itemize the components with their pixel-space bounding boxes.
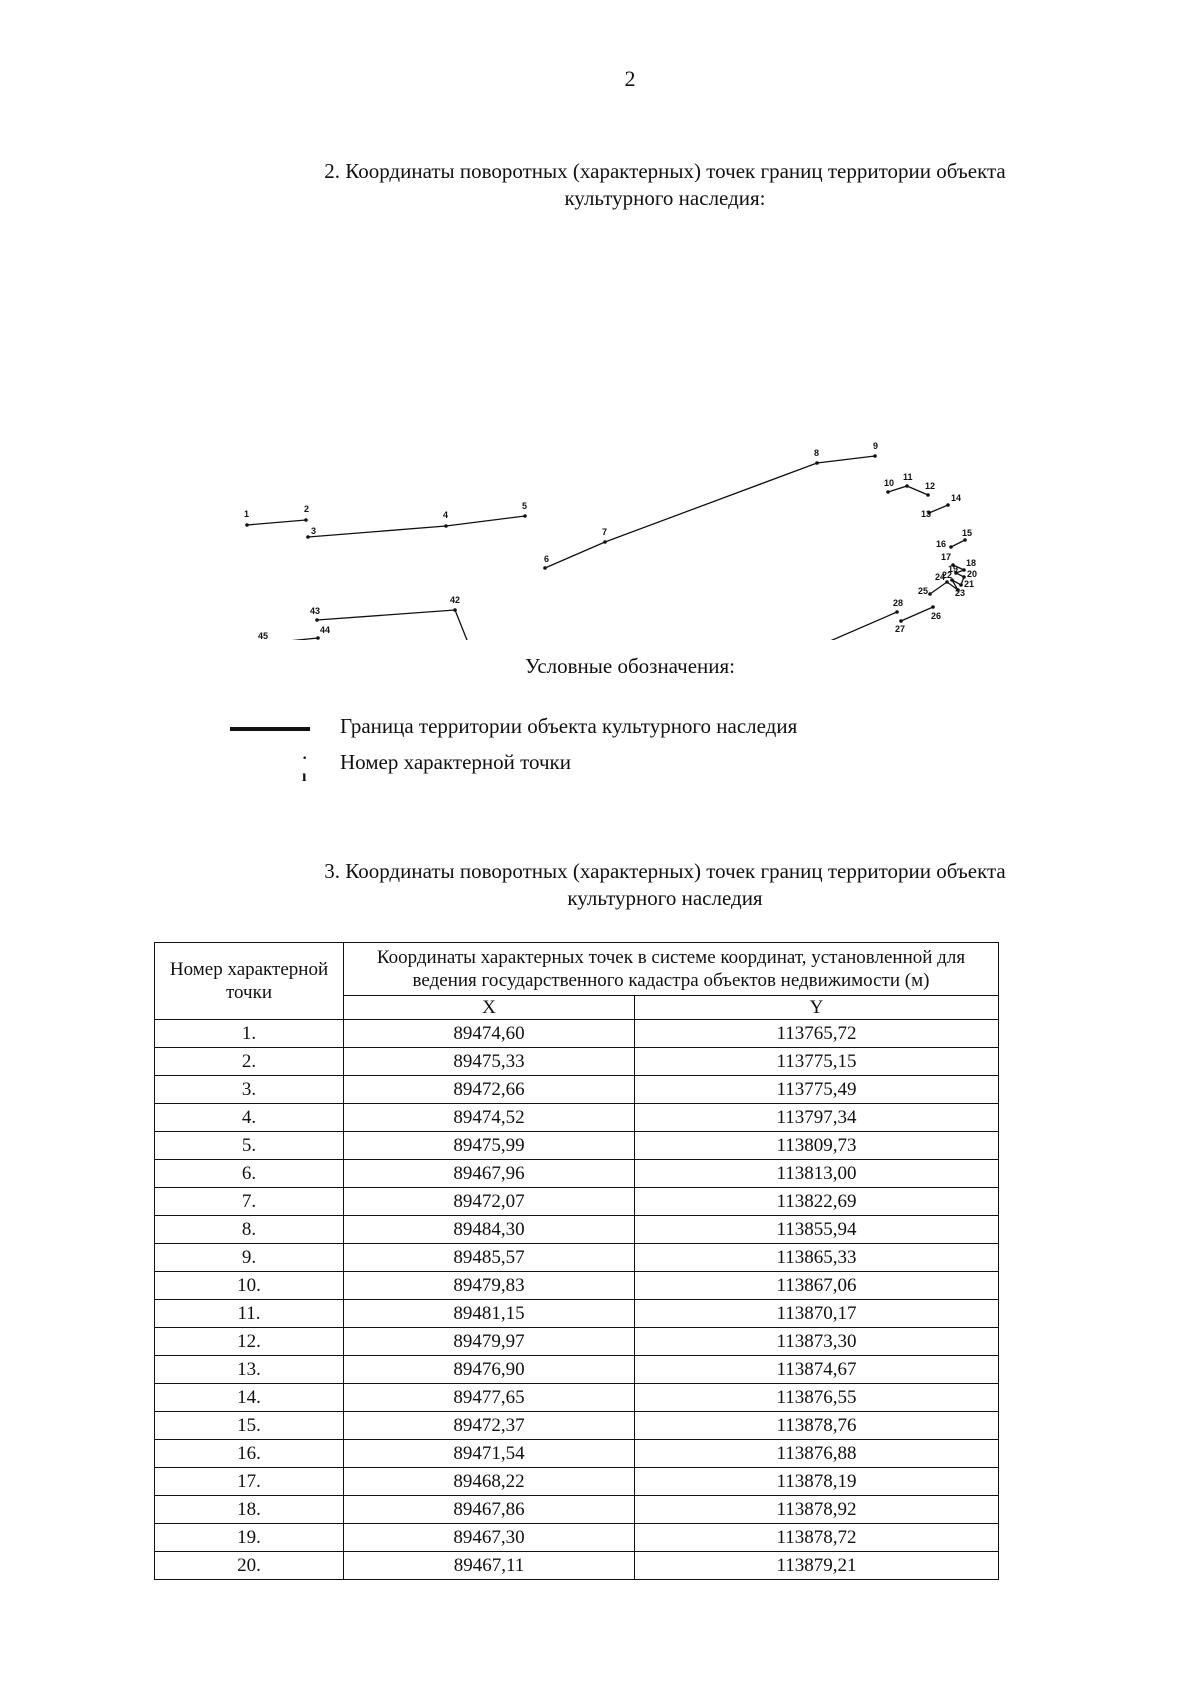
y-cell: 113879,21 xyxy=(635,1552,999,1580)
boundary-point-label: 28 xyxy=(893,598,904,608)
boundary-point-marker xyxy=(543,566,547,570)
boundary-point-marker xyxy=(895,610,899,614)
x-cell: 89485,57 xyxy=(344,1244,635,1272)
y-cell: 113855,94 xyxy=(635,1216,999,1244)
y-cell: 113867,06 xyxy=(635,1272,999,1300)
boundary-point-label: 2 xyxy=(304,504,310,514)
boundary-point-marker xyxy=(945,580,949,584)
boundary-point-marker xyxy=(316,636,320,640)
point-number-cell: 4. xyxy=(155,1104,344,1132)
point-number-cell: 12. xyxy=(155,1328,344,1356)
point-number-cell: 11. xyxy=(155,1300,344,1328)
table-row xyxy=(155,1272,999,1300)
boundary-point-marker xyxy=(444,524,448,528)
point-number-cell: 1. xyxy=(155,1020,344,1048)
section-3-heading xyxy=(250,858,1080,912)
y-cell: 113876,88 xyxy=(635,1440,999,1468)
legend-border-line xyxy=(230,727,310,731)
page-number: 2 xyxy=(624,66,636,91)
y-cell: 113809,73 xyxy=(635,1132,999,1160)
header-point-number: Номер характерной точки xyxy=(155,943,344,1020)
boundary-point-marker xyxy=(899,619,903,623)
table-row xyxy=(155,1020,999,1048)
boundary-point-marker xyxy=(963,538,967,542)
point-number-cell: 6. xyxy=(155,1160,344,1188)
x-cell: 89479,83 xyxy=(344,1272,635,1300)
x-cell: 89472,66 xyxy=(344,1076,635,1104)
y-cell: 113870,17 xyxy=(635,1300,999,1328)
boundary-point-label: 21 xyxy=(964,579,975,589)
x-cell: 89479,97 xyxy=(344,1328,635,1356)
legend-title: Условные обозначения: xyxy=(524,654,736,678)
boundary-point-label: 22 xyxy=(942,570,953,580)
boundary-point-marker xyxy=(931,605,935,609)
y-cell: 113876,55 xyxy=(635,1384,999,1412)
boundary-point-label: 25 xyxy=(918,586,929,596)
y-cell: 113874,67 xyxy=(635,1356,999,1384)
boundary-point-label: 23 xyxy=(955,588,966,598)
header-x: X xyxy=(344,996,635,1020)
boundary-point-marker xyxy=(453,608,457,612)
header-y: Y xyxy=(635,996,999,1020)
x-cell: 89472,07 xyxy=(344,1188,635,1216)
x-cell: 89467,96 xyxy=(344,1160,635,1188)
point-number-cell: 2. xyxy=(155,1048,344,1076)
boundary-point-label: 18 xyxy=(966,558,977,568)
point-number-cell: 16. xyxy=(155,1440,344,1468)
coordinates-table-body xyxy=(155,1020,999,1580)
boundary-point-marker xyxy=(926,493,930,497)
y-cell: 113878,92 xyxy=(635,1496,999,1524)
table-row xyxy=(155,1132,999,1160)
boundary-point-marker xyxy=(603,540,607,544)
point-number-cell: 20. xyxy=(155,1552,344,1580)
boundary-point-label: 42 xyxy=(450,595,461,605)
boundary-point-marker xyxy=(873,454,877,458)
y-cell: 113813,00 xyxy=(635,1160,999,1188)
table-row xyxy=(155,1412,999,1440)
table-row xyxy=(155,1216,999,1244)
table-row xyxy=(155,1244,999,1272)
legend-point-symbol: · ı xyxy=(302,750,308,785)
boundary-point-label: 5 xyxy=(522,501,528,511)
y-cell: 113797,34 xyxy=(635,1104,999,1132)
point-number-cell: 15. xyxy=(155,1412,344,1440)
y-cell: 113865,33 xyxy=(635,1244,999,1272)
boundary-line xyxy=(455,610,897,640)
x-cell: 89471,54 xyxy=(344,1440,635,1468)
boundary-point-label: 17 xyxy=(941,552,952,562)
x-cell: 89467,30 xyxy=(344,1524,635,1552)
boundary-point-marker xyxy=(306,535,310,539)
table-row xyxy=(155,1048,999,1076)
boundary-point-marker xyxy=(245,523,249,527)
boundary-point-label: 19 xyxy=(948,564,959,574)
boundary-point-label: 44 xyxy=(320,625,331,635)
table-row xyxy=(155,1300,999,1328)
point-number-cell: 14. xyxy=(155,1384,344,1412)
boundary-point-marker xyxy=(886,490,890,494)
x-cell: 89475,99 xyxy=(344,1132,635,1160)
boundary-points xyxy=(245,454,967,640)
table-row xyxy=(155,1468,999,1496)
boundary-point-label: 1 xyxy=(244,509,250,519)
boundary-point-label: 26 xyxy=(931,611,942,621)
section-3-title-line1: 3. Координаты поворотных (характерных) точек границ территории объекта xyxy=(324,859,1006,883)
point-number-cell: 7. xyxy=(155,1188,344,1216)
boundary-point-label: 24 xyxy=(935,572,946,582)
y-cell: 113878,19 xyxy=(635,1468,999,1496)
boundary-line xyxy=(247,520,306,525)
table-row xyxy=(155,1496,999,1524)
x-cell: 89481,15 xyxy=(344,1300,635,1328)
boundary-point-label: 6 xyxy=(544,554,550,564)
table-row xyxy=(155,1104,999,1132)
boundary-line xyxy=(951,540,965,547)
table-row xyxy=(155,1076,999,1104)
boundary-point-label: 45 xyxy=(258,631,269,640)
table-row xyxy=(155,1160,999,1188)
boundary-line xyxy=(929,505,948,513)
boundary-point-label: 11 xyxy=(903,472,913,482)
y-cell: 113873,30 xyxy=(635,1328,999,1356)
y-cell: 113878,72 xyxy=(635,1524,999,1552)
point-number-cell: 17. xyxy=(155,1468,344,1496)
point-number-cell: 18. xyxy=(155,1496,344,1524)
table-row xyxy=(155,1356,999,1384)
boundary-point-label: 10 xyxy=(884,478,895,488)
boundary-point-label: 4 xyxy=(443,510,449,520)
table-row xyxy=(155,1384,999,1412)
x-cell: 89476,90 xyxy=(344,1356,635,1384)
point-number-cell: 8. xyxy=(155,1216,344,1244)
x-cell: 89468,22 xyxy=(344,1468,635,1496)
boundary-point-label: 12 xyxy=(925,481,936,491)
x-cell: 89467,86 xyxy=(344,1496,635,1524)
boundary-point-marker xyxy=(815,461,819,465)
point-number-cell: 19. xyxy=(155,1524,344,1552)
y-cell: 113765,72 xyxy=(635,1020,999,1048)
point-number-cell: 9. xyxy=(155,1244,344,1272)
boundary-point-label: 14 xyxy=(951,493,962,503)
coordinates-table xyxy=(154,942,999,1580)
table-row xyxy=(155,1440,999,1468)
y-cell: 113775,49 xyxy=(635,1076,999,1104)
boundary-line xyxy=(317,610,455,620)
boundary-point-label: 43 xyxy=(310,606,321,616)
table-row xyxy=(155,1552,999,1580)
boundary-lines xyxy=(247,456,965,640)
x-cell: 89474,52 xyxy=(344,1104,635,1132)
boundary-point-marker xyxy=(304,518,308,522)
point-number-cell: 3. xyxy=(155,1076,344,1104)
x-cell: 89484,30 xyxy=(344,1216,635,1244)
x-cell: 89477,65 xyxy=(344,1384,635,1412)
section-2-heading xyxy=(250,158,1080,212)
boundary-point-label: 3 xyxy=(311,526,317,536)
boundary-point-marker xyxy=(962,568,966,572)
x-cell: 89475,33 xyxy=(344,1048,635,1076)
boundary-point-marker xyxy=(949,545,953,549)
boundary-point-label: 7 xyxy=(602,527,608,537)
x-cell: 89472,37 xyxy=(344,1412,635,1440)
boundary-point-marker xyxy=(315,618,319,622)
point-number-cell: 13. xyxy=(155,1356,344,1384)
header-coordinates: Координаты характерных точек в системе координат, установленной для ведения государственного кадастра объектов недвижимости (м) xyxy=(344,943,999,996)
boundary-point-marker xyxy=(523,514,527,518)
legend-border-label: Граница территории объекта культурного наследия xyxy=(340,714,798,738)
section-2-title-line1: 2. Координаты поворотных (характерных) точек границ территории объекта xyxy=(324,159,1006,183)
boundary-line xyxy=(308,516,525,537)
boundary-point-label: 16 xyxy=(936,539,947,549)
section-3-title-line2: культурного наследия xyxy=(567,886,763,910)
x-cell: 89467,11 xyxy=(344,1552,635,1580)
x-cell: 89474,60 xyxy=(344,1020,635,1048)
boundary-point-marker xyxy=(946,503,950,507)
boundary-point-label: 27 xyxy=(895,624,906,634)
boundary-point-marker xyxy=(928,592,932,596)
table-row xyxy=(155,1524,999,1552)
boundary-point-label: 20 xyxy=(967,569,978,579)
boundary-line xyxy=(545,456,875,568)
boundary-point-label: 8 xyxy=(814,448,820,458)
boundary-point-label: 9 xyxy=(873,441,879,451)
boundary-scheme xyxy=(0,220,1200,640)
y-cell: 113775,15 xyxy=(635,1048,999,1076)
y-cell: 113878,76 xyxy=(635,1412,999,1440)
legend-point-label: Номер характерной точки xyxy=(340,750,571,774)
point-number-cell: 5. xyxy=(155,1132,344,1160)
y-cell: 113822,69 xyxy=(635,1188,999,1216)
point-number-cell: 10. xyxy=(155,1272,344,1300)
table-row xyxy=(155,1188,999,1216)
table-row xyxy=(155,1328,999,1356)
boundary-line xyxy=(901,607,933,621)
boundary-point-label: 13 xyxy=(921,509,932,519)
boundary-point-marker xyxy=(959,583,963,587)
boundary-point-label: 15 xyxy=(962,528,973,538)
section-2-title-line2: культурного наследия: xyxy=(564,186,766,210)
boundary-point-marker xyxy=(905,484,909,488)
